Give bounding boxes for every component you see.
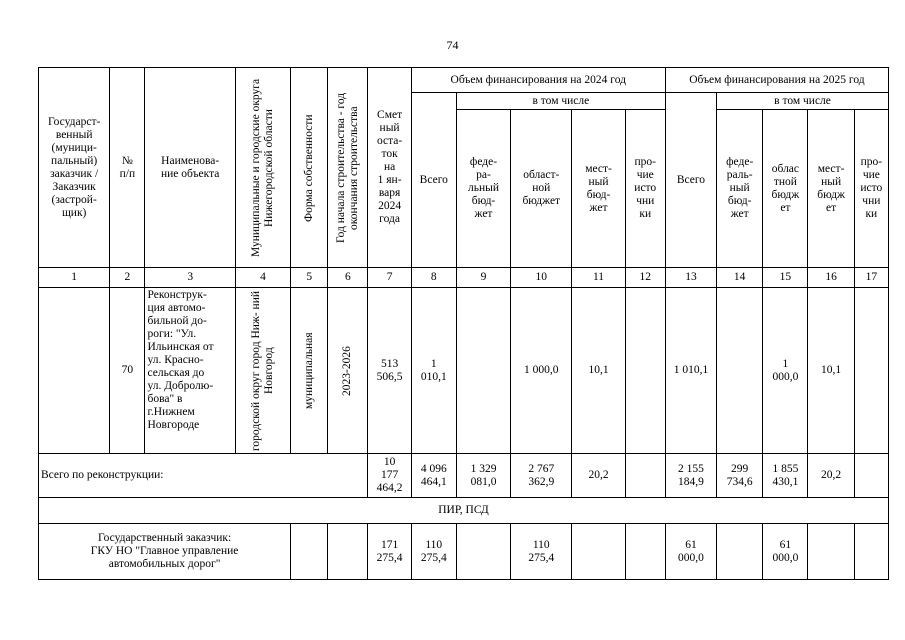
total-total-2024: 4 096 464,1 xyxy=(411,454,456,498)
cell-total-2024: 1 010,1 xyxy=(411,288,456,454)
col-number: 7 xyxy=(368,268,411,288)
header-financing-2025: Объем финансирования на 2025 год xyxy=(665,68,888,93)
header-total-2025: Всего xyxy=(665,93,716,268)
cell-other-2025 xyxy=(854,288,888,454)
cell-years: 2023-2026 xyxy=(341,345,354,396)
header-object-name: Наименова- ние объекта xyxy=(145,68,235,268)
header-ownership: Форма собственности xyxy=(302,113,315,222)
cell-district: городской округ город Ниж- ний Новгород xyxy=(250,290,276,451)
col-number: 9 xyxy=(456,268,510,288)
col-number: 8 xyxy=(411,268,456,288)
customer-local-2024 xyxy=(572,524,625,580)
total-total-2025: 2 155 184,9 xyxy=(665,454,716,498)
customer-local-2025 xyxy=(808,524,854,580)
column-number-row xyxy=(39,268,889,288)
page-number: 74 xyxy=(446,38,459,52)
total-local-2025: 20,2 xyxy=(808,454,854,498)
section-title: ПИР, ПСД xyxy=(39,498,889,524)
total-regional-2024: 2 767 362,9 xyxy=(511,454,572,498)
cell-ownership: муниципальная xyxy=(302,332,315,409)
header-other-2025: про- чие исто чни ки xyxy=(854,110,888,268)
cell-years xyxy=(328,524,368,580)
customer-remainder: 171 275,4 xyxy=(368,524,411,580)
customer-total-2024: 110 275,4 xyxy=(411,524,456,580)
header-federal-2024: феде- ра- льный бюд- жет xyxy=(456,110,510,268)
customer-federal-2025 xyxy=(717,524,763,580)
col-number: 10 xyxy=(511,268,572,288)
total-remainder: 10 177 464,2 xyxy=(368,454,411,498)
customer-other-2024 xyxy=(625,524,665,580)
header-years: Год начала строительства - год окончания строительства xyxy=(334,92,360,243)
cell-number: 70 xyxy=(110,288,145,454)
customer-federal-2024 xyxy=(456,524,510,580)
col-number: 5 xyxy=(291,268,328,288)
cell-federal-2025 xyxy=(717,288,763,454)
cell-regional-2025: 1 000,0 xyxy=(763,288,808,454)
total-label: Всего по реконструкции: xyxy=(39,454,368,498)
col-number: 16 xyxy=(808,268,854,288)
customer-label: Государственный заказчик: ГКУ НО "Главное управление автомобильных дорог" xyxy=(39,524,291,580)
col-number: 15 xyxy=(763,268,808,288)
cell-object-name: Реконструк- ция автомо- бильной до- роги: "Ул. Ильинская от ул. Красно- сельская до ул. Добролю- бова" в г.Нижнем Новгороде xyxy=(145,288,235,454)
total-row xyxy=(39,454,889,498)
header-incl-2025: в том числе xyxy=(717,93,889,110)
cell-remainder: 513 506,5 xyxy=(368,288,411,454)
customer-other-2025 xyxy=(854,524,888,580)
header-remainder: Смет ный оста- ток на 1 ян- варя 2024 года xyxy=(368,68,411,268)
col-number: 2 xyxy=(110,268,145,288)
header-district: Муниципальные и городские округа Нижегородской области xyxy=(250,78,276,257)
col-number: 13 xyxy=(665,268,716,288)
col-number: 11 xyxy=(572,268,625,288)
header-local-2025: мест- ный бюдж ет xyxy=(808,110,854,268)
header-total-2024: Всего xyxy=(411,93,456,268)
col-number: 1 xyxy=(39,268,110,288)
header-incl-2024: в том числе xyxy=(456,93,665,110)
header-other-2024: про- чие исто чни ки xyxy=(625,110,665,268)
cell-local-2024: 10,1 xyxy=(572,288,625,454)
header-regional-2025: облас тной бюдж ет xyxy=(763,110,808,268)
total-regional-2025: 1 855 430,1 xyxy=(763,454,808,498)
header-local-2024: мест- ный бюд- жет xyxy=(572,110,625,268)
table-row xyxy=(39,288,889,454)
section-row xyxy=(39,498,889,524)
header-regional-2024: област- ной бюджет xyxy=(511,110,572,268)
cell-customer xyxy=(39,288,110,454)
financing-table xyxy=(38,67,889,580)
customer-row xyxy=(39,524,889,580)
col-number: 6 xyxy=(328,268,368,288)
cell-regional-2024: 1 000,0 xyxy=(511,288,572,454)
col-number: 12 xyxy=(625,268,665,288)
cell-federal-2024 xyxy=(456,288,510,454)
total-other-2024 xyxy=(625,454,665,498)
total-local-2024: 20,2 xyxy=(572,454,625,498)
col-number: 3 xyxy=(145,268,235,288)
customer-regional-2025: 61 000,0 xyxy=(763,524,808,580)
total-federal-2024: 1 329 081,0 xyxy=(456,454,510,498)
customer-regional-2024: 110 275,4 xyxy=(511,524,572,580)
col-number: 4 xyxy=(235,268,290,288)
customer-total-2025: 61 000,0 xyxy=(665,524,716,580)
total-federal-2025: 299 734,6 xyxy=(717,454,763,498)
cell-local-2025: 10,1 xyxy=(808,288,854,454)
header-federal-2025: феде- раль- ный бюд- жет xyxy=(717,110,763,268)
cell-ownership xyxy=(291,524,328,580)
total-other-2025 xyxy=(854,454,888,498)
cell-total-2025: 1 010,1 xyxy=(665,288,716,454)
header-customer: Государст- венный (муници- пальный) заказчик / Заказчик (застрой- щик) xyxy=(39,68,110,268)
col-number: 17 xyxy=(854,268,888,288)
header-number: № п/п xyxy=(110,68,145,268)
cell-other-2024 xyxy=(625,288,665,454)
col-number: 14 xyxy=(717,268,763,288)
header-financing-2024: Объем финансирования на 2024 год xyxy=(411,68,665,93)
